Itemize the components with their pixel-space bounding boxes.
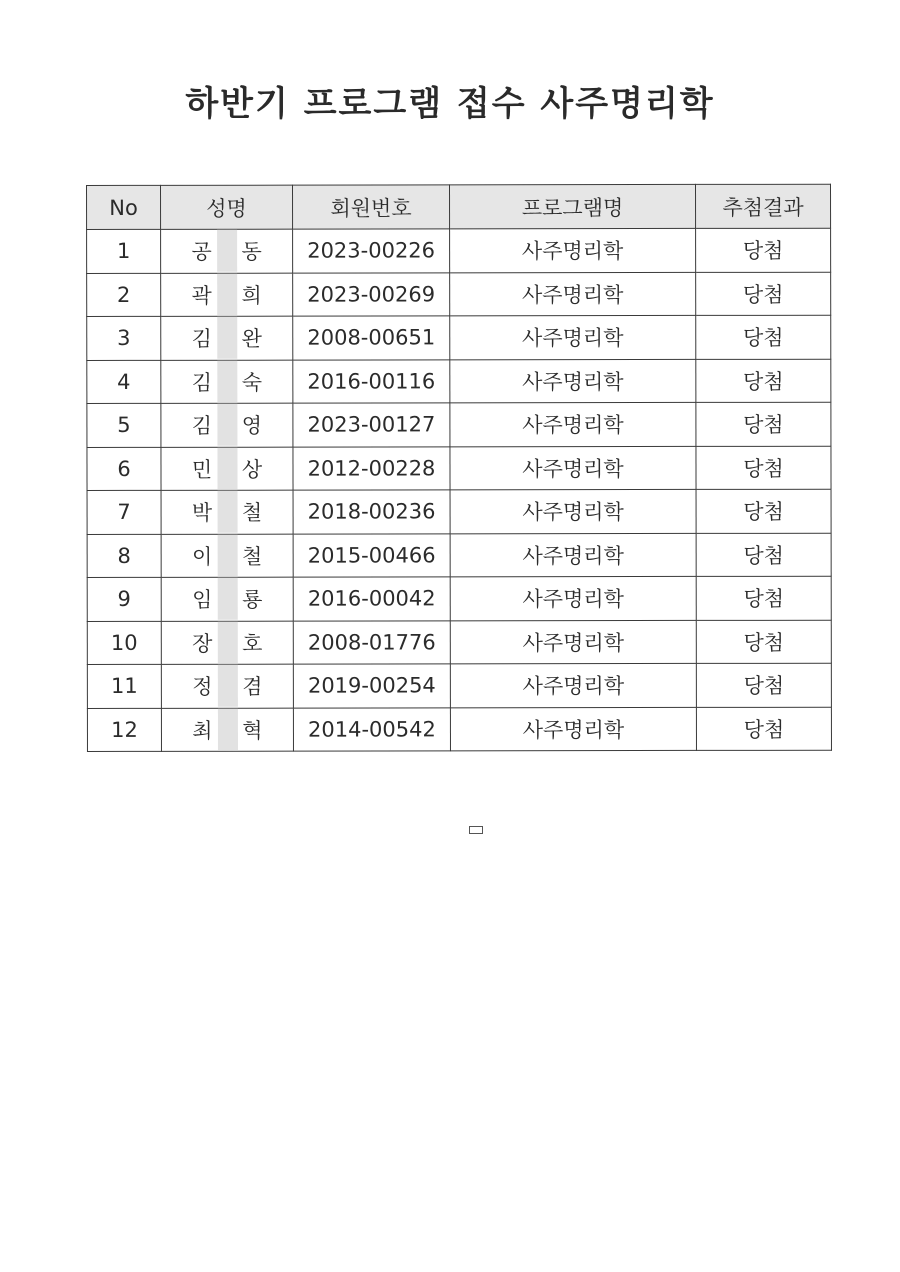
table-row bbox=[87, 489, 831, 534]
table-header-row bbox=[87, 184, 831, 229]
name-wrap bbox=[187, 578, 267, 620]
page-marker bbox=[469, 826, 483, 834]
cell-no: 11 bbox=[87, 664, 161, 708]
name-wrap bbox=[187, 273, 267, 315]
name-last-char: 희 bbox=[241, 283, 262, 308]
table-row bbox=[87, 446, 831, 491]
name-last-char: 상 bbox=[241, 457, 263, 482]
cell-member-id: 2015-00466 bbox=[293, 533, 450, 577]
table-row bbox=[87, 707, 831, 752]
cell-member-id: 2016-00042 bbox=[293, 577, 450, 621]
table-row bbox=[87, 576, 831, 621]
cell-result: 당첨 bbox=[696, 489, 831, 533]
cell-name bbox=[161, 447, 293, 491]
name-first-char: 민 bbox=[191, 457, 213, 482]
cell-result: 당첨 bbox=[696, 315, 831, 359]
cell-member-id: 2008-01776 bbox=[293, 620, 450, 664]
table-row bbox=[87, 663, 831, 708]
cell-name bbox=[161, 621, 293, 665]
cell-member-id: 2018-00236 bbox=[293, 490, 450, 534]
cell-member-id: 2023-00269 bbox=[293, 272, 450, 316]
cell-program: 사주명리학 bbox=[450, 402, 696, 446]
cell-name bbox=[161, 360, 293, 404]
column-header-program: 프로그램명 bbox=[450, 184, 696, 228]
redaction-mask bbox=[217, 360, 237, 402]
name-last-char: 혁 bbox=[242, 718, 263, 743]
cell-result: 당첨 bbox=[696, 576, 831, 620]
redaction-mask bbox=[217, 665, 237, 707]
cell-no: 7 bbox=[87, 490, 161, 534]
cell-no: 4 bbox=[87, 360, 161, 404]
cell-member-id: 2012-00228 bbox=[293, 446, 450, 490]
name-wrap bbox=[187, 665, 267, 707]
cell-member-id: 2023-00127 bbox=[293, 403, 450, 447]
name-last-char: 룡 bbox=[242, 587, 263, 612]
cell-program: 사주명리학 bbox=[450, 533, 696, 577]
cell-result: 당첨 bbox=[696, 707, 831, 751]
cell-program: 사주명리학 bbox=[450, 446, 696, 490]
lottery-results-table bbox=[86, 184, 832, 752]
name-wrap bbox=[187, 230, 267, 272]
table-row bbox=[87, 315, 831, 360]
cell-name bbox=[161, 534, 293, 578]
redaction-mask bbox=[217, 491, 237, 533]
cell-name bbox=[161, 403, 293, 447]
cell-member-id: 2016-00116 bbox=[293, 359, 450, 403]
table-row bbox=[87, 228, 831, 273]
name-first-char: 정 bbox=[192, 675, 213, 700]
name-wrap bbox=[187, 708, 267, 750]
cell-no: 6 bbox=[87, 447, 161, 491]
cell-name bbox=[161, 708, 293, 752]
cell-result: 당첨 bbox=[696, 533, 831, 577]
table-row bbox=[87, 272, 831, 317]
cell-no: 5 bbox=[87, 403, 161, 447]
cell-member-id: 2023-00226 bbox=[293, 229, 450, 273]
cell-member-id: 2014-00542 bbox=[293, 707, 450, 751]
redaction-mask bbox=[217, 230, 237, 272]
redaction-mask bbox=[217, 578, 237, 620]
column-header-name: 성명 bbox=[161, 185, 293, 229]
cell-name bbox=[161, 577, 293, 621]
name-last-char: 동 bbox=[241, 239, 262, 264]
name-first-char: 이 bbox=[191, 544, 213, 569]
page-title: 하반기 프로그램 접수 사주명리학 bbox=[185, 84, 715, 124]
name-wrap bbox=[187, 491, 267, 533]
redaction-mask bbox=[217, 708, 237, 750]
table-row bbox=[87, 402, 831, 447]
name-last-char: 숙 bbox=[241, 370, 263, 395]
cell-member-id: 2008-00651 bbox=[293, 316, 450, 360]
cell-name bbox=[161, 273, 293, 317]
name-last-char: 철 bbox=[241, 500, 263, 525]
cell-result: 당첨 bbox=[696, 359, 831, 403]
cell-no: 8 bbox=[87, 534, 161, 578]
name-last-char: 겸 bbox=[242, 674, 263, 699]
name-first-char: 김 bbox=[191, 414, 213, 439]
cell-program: 사주명리학 bbox=[450, 315, 696, 359]
cell-result: 당첨 bbox=[696, 272, 831, 316]
redaction-mask bbox=[217, 404, 237, 446]
cell-program: 사주명리학 bbox=[450, 228, 696, 272]
redaction-mask bbox=[217, 621, 237, 663]
name-first-char: 김 bbox=[191, 370, 213, 395]
name-last-char: 완 bbox=[241, 326, 262, 351]
name-wrap bbox=[187, 447, 267, 489]
cell-name bbox=[161, 229, 293, 273]
cell-name bbox=[161, 490, 293, 534]
name-wrap bbox=[187, 404, 267, 446]
cell-result: 당첨 bbox=[696, 620, 831, 664]
name-first-char: 김 bbox=[191, 327, 212, 352]
name-first-char: 곽 bbox=[191, 283, 212, 308]
cell-no: 10 bbox=[87, 621, 161, 665]
cell-name bbox=[161, 664, 293, 708]
cell-name bbox=[161, 316, 293, 360]
redaction-mask bbox=[217, 317, 237, 359]
column-header-member-id: 회원번호 bbox=[293, 185, 450, 229]
name-wrap bbox=[187, 534, 267, 576]
name-first-char: 박 bbox=[191, 501, 213, 526]
cell-result: 당첨 bbox=[696, 228, 831, 272]
cell-program: 사주명리학 bbox=[450, 620, 696, 664]
name-last-char: 영 bbox=[241, 413, 263, 438]
name-wrap bbox=[187, 360, 267, 402]
cell-no: 9 bbox=[87, 577, 161, 621]
cell-result: 당첨 bbox=[696, 402, 831, 446]
name-wrap bbox=[187, 317, 267, 359]
cell-result: 당첨 bbox=[696, 663, 831, 707]
name-first-char: 최 bbox=[192, 718, 213, 743]
column-header-no: No bbox=[87, 185, 161, 229]
redaction-mask bbox=[217, 273, 237, 315]
name-first-char: 임 bbox=[192, 588, 213, 613]
cell-program: 사주명리학 bbox=[450, 359, 696, 403]
name-last-char: 철 bbox=[241, 544, 263, 569]
table-row bbox=[87, 620, 831, 665]
name-wrap bbox=[187, 621, 267, 663]
cell-result: 당첨 bbox=[696, 446, 831, 490]
redaction-mask bbox=[217, 447, 237, 489]
cell-program: 사주명리학 bbox=[450, 272, 696, 316]
cell-program: 사주명리학 bbox=[450, 663, 696, 707]
name-first-char: 장 bbox=[192, 631, 213, 656]
cell-program: 사주명리학 bbox=[450, 707, 696, 751]
table-row bbox=[87, 359, 831, 404]
column-header-result: 추첨결과 bbox=[695, 184, 830, 228]
table-body bbox=[87, 228, 832, 751]
cell-no: 1 bbox=[87, 229, 161, 273]
redaction-mask bbox=[217, 534, 237, 576]
name-last-char: 호 bbox=[242, 631, 263, 656]
name-first-char: 공 bbox=[191, 240, 212, 265]
cell-no: 2 bbox=[87, 273, 161, 317]
cell-no: 12 bbox=[87, 708, 161, 752]
cell-program: 사주명리학 bbox=[450, 489, 696, 533]
cell-program: 사주명리학 bbox=[450, 576, 696, 620]
cell-member-id: 2019-00254 bbox=[293, 664, 450, 708]
table-row bbox=[87, 533, 831, 578]
cell-no: 3 bbox=[87, 316, 161, 360]
